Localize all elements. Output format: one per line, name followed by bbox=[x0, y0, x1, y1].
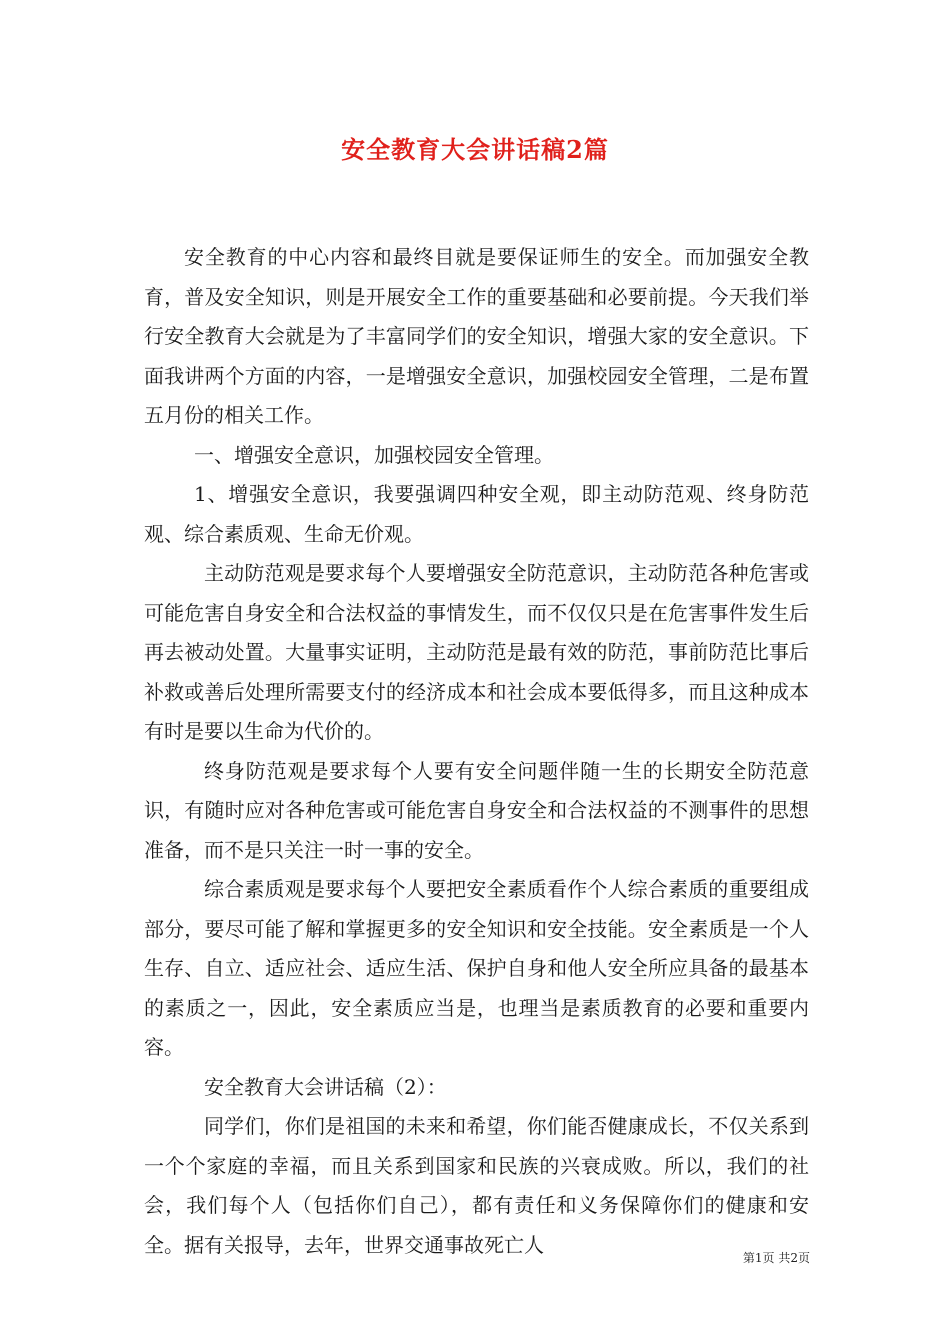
paragraph: 主动防范观是要求每个人要增强安全防范意识，主动防范各种危害或可能危害自身安全和合法权益的事情发生，而不仅仅只是在危害事件发生后再去被动处置。大量事实证明，主动防范是最有效的防范，事前防范比事后补救或善后处理所需要支付的经济成本和社会成本要低得多，而且这种成本有时是要以生命为代价的。 bbox=[144, 561, 809, 743]
document-body bbox=[144, 238, 809, 1265]
paragraph: 同学们，你们是祖国的未来和希望，你们能否健康成长，不仅关系到一个个家庭的幸福，而且关系到国家和民族的兴衰成败。所以，我们的社会，我们每个人（包括你们自己），都有责任和义务保障你们的健康和安全。据有关报导，去年，世界交通事故死亡人 bbox=[144, 1114, 809, 1257]
section-heading: 一、增强安全意识，加强校园安全管理。 bbox=[194, 442, 554, 467]
paragraph: 综合素质观是要求每个人要把安全素质看作个人综合素质的重要组成部分，要尽可能了解和掌握更多的安全知识和安全技能。安全素质是一个人生存、自立、适应社会、适应生活、保护自身和他人安全所应具备的最基本的素质之一，因此，安全素质应当是，也理当是素质教育的必要和重要内容。 bbox=[144, 877, 809, 1059]
document-title: 安全教育大会讲话稿2篇 bbox=[341, 135, 609, 164]
paragraph: 终身防范观是要求每个人要有安全问题伴随一生的长期安全防范意识，有随时应对各种危害或可能危害自身安全和合法权益的不测事件的思想准备，而不是只关注一时一事的安全。 bbox=[144, 758, 809, 862]
section-heading: 安全教育大会讲话稿（2）： bbox=[204, 1074, 447, 1099]
paragraph: 安全教育的中心内容和最终目就是要保证师生的安全。而加强安全教育，普及安全知识，则是开展安全工作的重要基础和必要前提。今天我们举行安全教育大会就是为了丰富同学们的安全知识，增强大家的安全意识。下面我讲两个方面的内容，一是增强安全意识，加强校园安全管理，二是布置五月份的相关工作。 bbox=[144, 245, 809, 427]
page-number: 第1页 共2页 bbox=[742, 1251, 810, 1265]
paragraph: 1、增强安全意识，我要强调四种安全观，即主动防范观、终身防范观、综合素质观、生命无价观。 bbox=[144, 482, 809, 546]
